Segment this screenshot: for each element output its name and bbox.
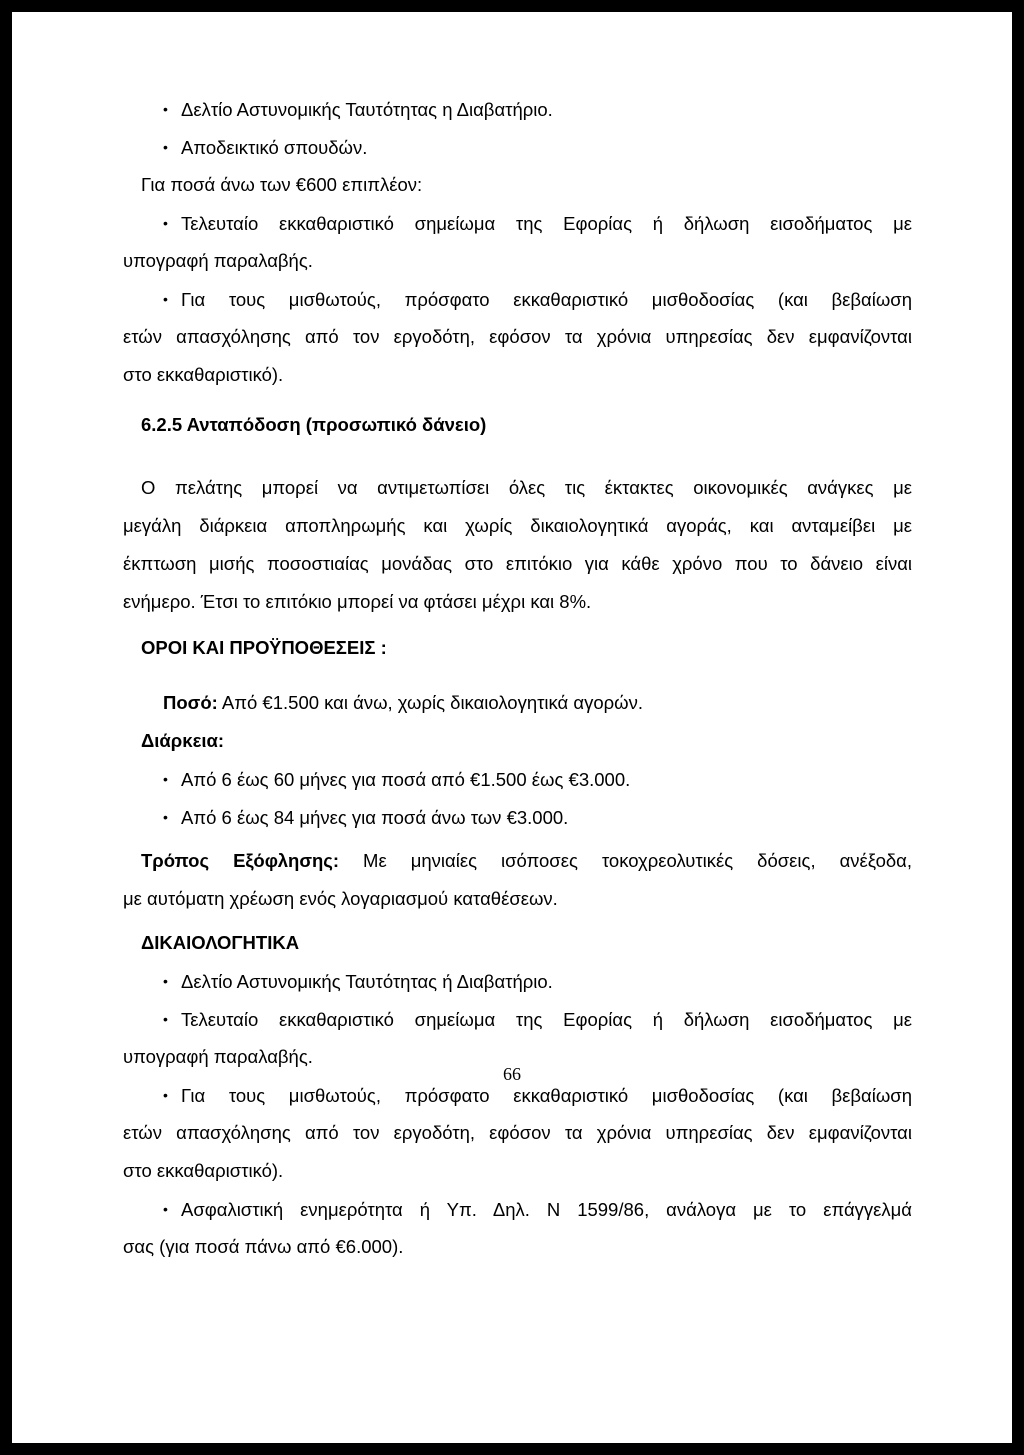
bullet-study-certificate: • Αποδεικτικό σπουδών. bbox=[163, 136, 367, 159]
section-paragraph-line-2: μεγάλη διάρκεια αποπληρωμής και χωρίς δικαιολογητικά αγοράς, και ανταμείβει με bbox=[123, 515, 912, 536]
terms-heading: ΟΡΟΙ ΚΑΙ ΠΡΟΫΠΟΘΕΣΕΙΣ : bbox=[141, 637, 387, 658]
duration-label: Διάρκεια: bbox=[141, 730, 225, 751]
repayment-line-1 bbox=[141, 850, 912, 872]
repayment-line-2: με αυτόματη χρέωση ενός λογαριασμού καταθέσεων. bbox=[123, 888, 558, 909]
extra-requirements-label: Για ποσά άνω των €600 επιπλέον: bbox=[141, 174, 423, 195]
section-paragraph-line-4: ενήμερο. Έτσι το επιτόκιο μπορεί να φτάσει μέχρι και 8%. bbox=[123, 591, 592, 612]
bullet-payroll-statement-cont: ετών απασχόλησης από τον εργοδότη, εφόσον τα χρόνια υπηρεσίας δεν εμφανίζονται bbox=[123, 326, 912, 347]
doc-bullet-tax-cont: υπογραφή παραλαβής. bbox=[123, 1046, 313, 1067]
bullet-tax-statement: • Τελευταίο εκκαθαριστικό σημείωμα της Εφορίας ή δήλωση εισοδήματος με bbox=[163, 212, 912, 235]
doc-bullet-payroll-cont: ετών απασχόλησης από τον εργοδότη, εφόσον τα χρόνια υπηρεσίας δεν εμφανίζονται bbox=[123, 1122, 912, 1143]
doc-bullet-tax: • Τελευταίο εκκαθαριστικό σημείωμα της Εφορίας ή δήλωση εισοδήματος με bbox=[163, 1008, 912, 1031]
bullet-id-or-passport: • Δελτίο Αστυνομικής Ταυτότητας η Διαβατήριο. bbox=[163, 98, 553, 121]
document-page bbox=[12, 12, 1012, 1443]
duration-bullet-2: • Από 6 έως 84 μήνες για ποσά άνω των €3.000. bbox=[163, 806, 568, 829]
repayment-text: Με μηνιαίες ισόποσες τοκοχρεολυτικές δόσεις, ανέξοδα, bbox=[339, 850, 912, 871]
section-paragraph-line-3: έκπτωση μισής ποσοστιαίας μονάδας στο επιτόκιο για κάθε χρόνο που το δάνειο είναι bbox=[123, 553, 912, 574]
repayment-label: Τρόπος Εξόφλησης: bbox=[141, 850, 340, 871]
bullet-payroll-statement-end: στο εκκαθαριστικό). bbox=[123, 364, 284, 385]
doc-bullet-payroll-end: στο εκκαθαριστικό). bbox=[123, 1160, 284, 1181]
section-heading: 6.2.5 Ανταπόδοση (προσωπικό δάνειο) bbox=[141, 414, 487, 435]
amount-label: Ποσό: bbox=[163, 692, 218, 713]
doc-bullet-id: • Δελτίο Αστυνομικής Ταυτότητας ή Διαβατήριο. bbox=[163, 970, 553, 993]
doc-bullet-insurance: • Ασφαλιστική ενημερότητα ή Υπ. Δηλ. Ν 1599/86, ανάλογα με το επάγγελμά bbox=[163, 1198, 912, 1221]
documents-heading: ΔΙΚΑΙΟΛΟΓΗΤΙΚΑ bbox=[141, 932, 300, 953]
doc-bullet-insurance-cont: σας (για ποσά πάνω από €6.000). bbox=[123, 1236, 404, 1257]
duration-bullet-1: • Από 6 έως 60 μήνες για ποσά από €1.500 έως €3.000. bbox=[163, 768, 630, 791]
amount-line bbox=[163, 692, 643, 714]
section-paragraph-line-1: Ο πελάτης μπορεί να αντιμετωπίσει όλες τις έκτακτες οικονομικές ανάγκες με bbox=[141, 477, 912, 498]
bullet-tax-statement-cont: υπογραφή παραλαβής. bbox=[123, 250, 313, 271]
doc-bullet-payroll: • Για τους μισθωτούς, πρόσφατο εκκαθαριστικό μισθοδοσίας (και βεβαίωση bbox=[163, 1084, 912, 1107]
amount-text: Από €1.500 και άνω, χωρίς δικαιολογητικά αγορών. bbox=[217, 692, 643, 713]
page-number: 66 bbox=[503, 1064, 521, 1084]
bullet-payroll-statement: • Για τους μισθωτούς, πρόσφατο εκκαθαριστικό μισθοδοσίας (και βεβαίωση bbox=[163, 288, 912, 311]
